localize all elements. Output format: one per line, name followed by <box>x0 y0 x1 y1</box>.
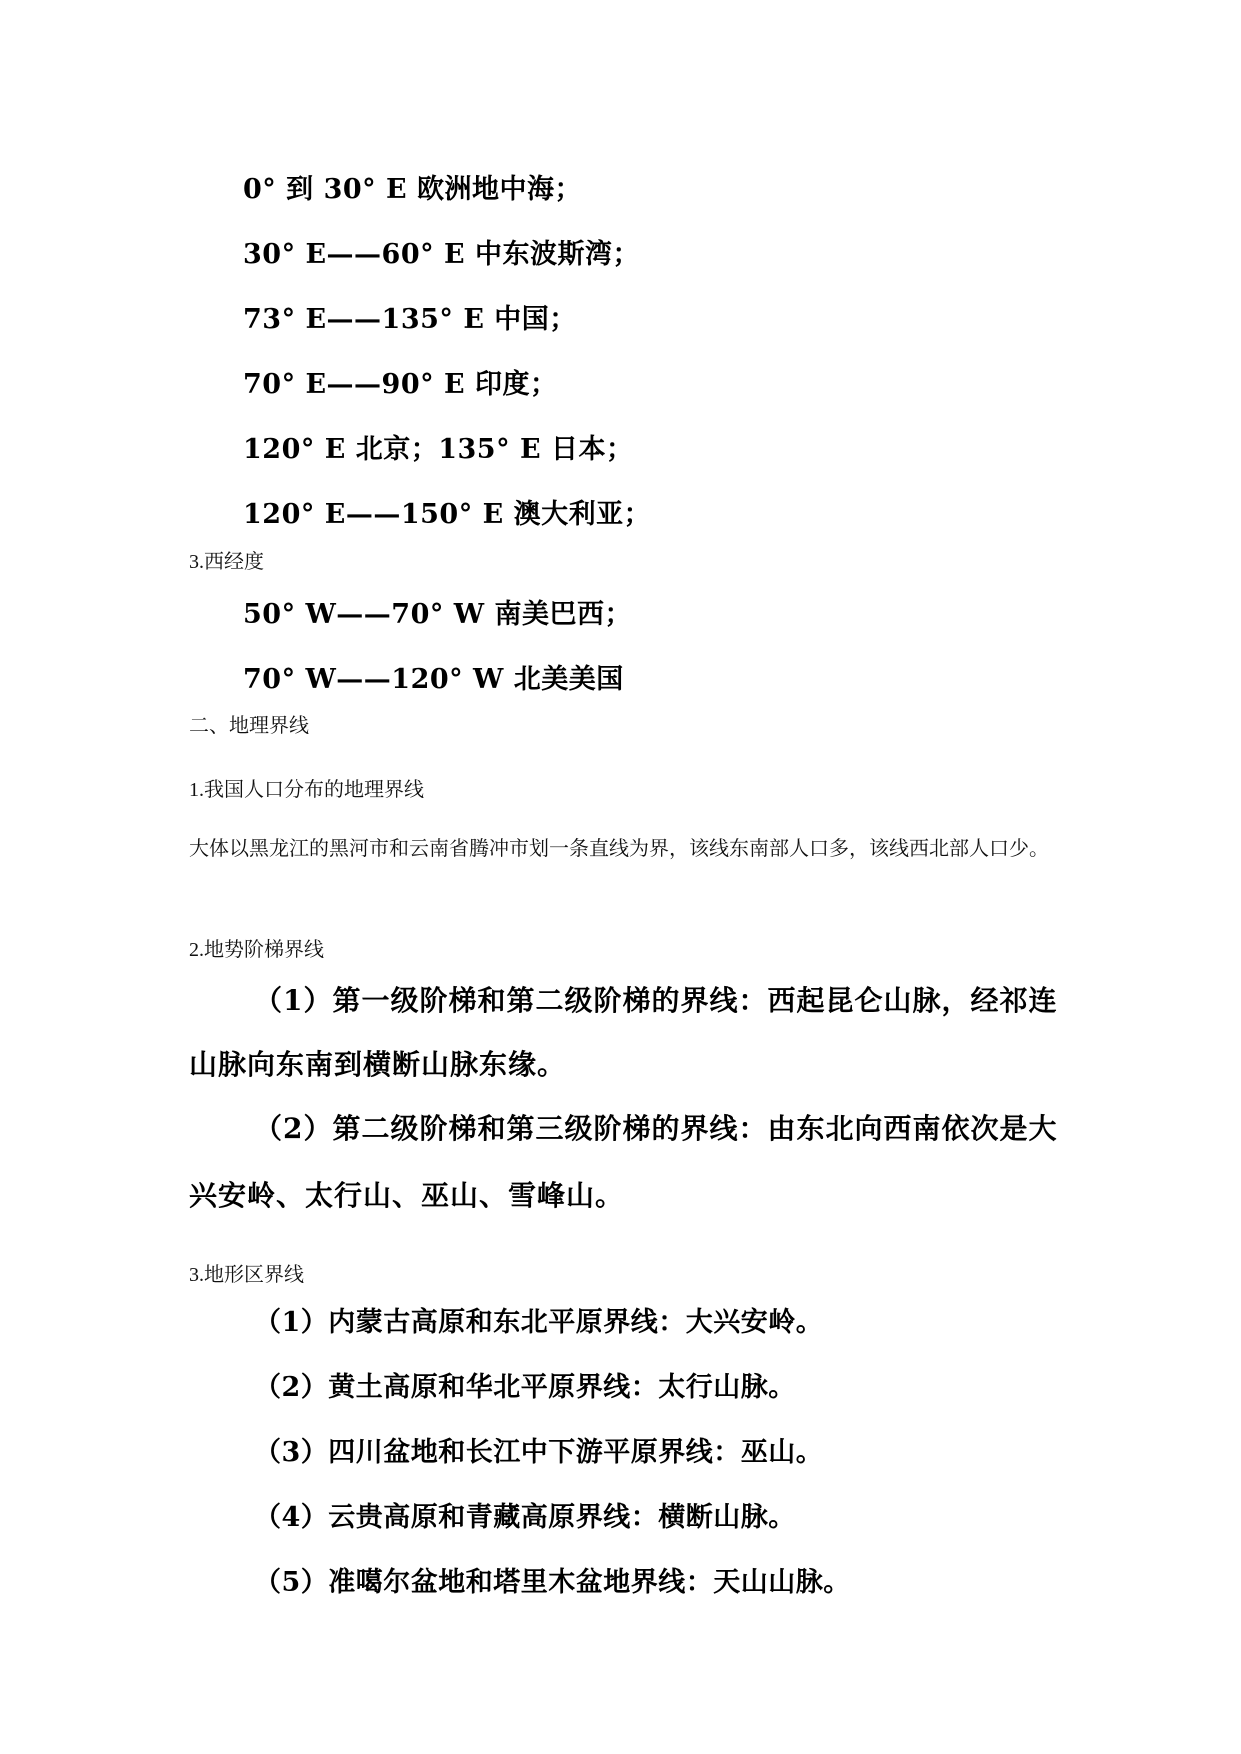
east-longitude-line-2: 30° E——60° E 中东波斯湾； <box>243 239 641 270</box>
landform-boundary-heading: 3.地形区界线 <box>189 1264 304 1286</box>
population-boundary-text: 大体以黑龙江的黑河市和云南省腾冲市划一条直线为界，该线东南部人口多，该线西北部人口少。 <box>189 838 1049 860</box>
landform-boundary-item-1: （1）内蒙古高原和东北平原界线：大兴安岭。 <box>254 1307 824 1338</box>
landform-boundary-item-3: （3）四川盆地和长江中下游平原界线：巫山。 <box>254 1437 824 1468</box>
west-longitude-heading: 3.西经度 <box>189 551 264 573</box>
east-longitude-line-1: 0° 到 30° E 欧洲地中海； <box>243 174 583 205</box>
section-heading-geographic-boundaries: 二、地理界线 <box>189 715 309 737</box>
terrain-step-1-line-1: （1）第一级阶梯和第二级阶梯的界线：西起昆仑山脉，经祁连 <box>254 984 1058 1017</box>
landform-boundary-item-4: （4）云贵高原和青藏高原界线：横断山脉。 <box>254 1502 796 1533</box>
east-longitude-line-6: 120° E——150° E 澳大利亚； <box>243 499 652 530</box>
east-longitude-line-4: 70° E——90° E 印度； <box>243 369 558 400</box>
terrain-step-2-line-1: （2）第二级阶梯和第三级阶梯的界线：由东北向西南依次是大 <box>254 1112 1058 1145</box>
landform-boundary-item-2: （2）黄土高原和华北平原界线：太行山脉。 <box>254 1372 796 1403</box>
west-longitude-line-1: 50° W——70° W 南美巴西； <box>243 599 632 630</box>
terrain-steps-heading: 2.地势阶梯界线 <box>189 939 324 961</box>
landform-boundary-item-5: （5）准噶尔盆地和塔里木盆地界线：天山山脉。 <box>254 1567 851 1598</box>
population-boundary-heading: 1.我国人口分布的地理界线 <box>189 779 424 801</box>
terrain-step-2-line-2: 兴安岭、太行山、巫山、雪峰山。 <box>189 1179 625 1212</box>
east-longitude-line-3: 73° E——135° E 中国； <box>243 304 577 335</box>
west-longitude-line-2: 70° W——120° W 北美美国 <box>243 664 624 695</box>
east-longitude-line-5: 120° E 北京；135° E 日本； <box>243 434 634 465</box>
terrain-step-1-line-2: 山脉向东南到横断山脉东缘。 <box>189 1048 567 1081</box>
